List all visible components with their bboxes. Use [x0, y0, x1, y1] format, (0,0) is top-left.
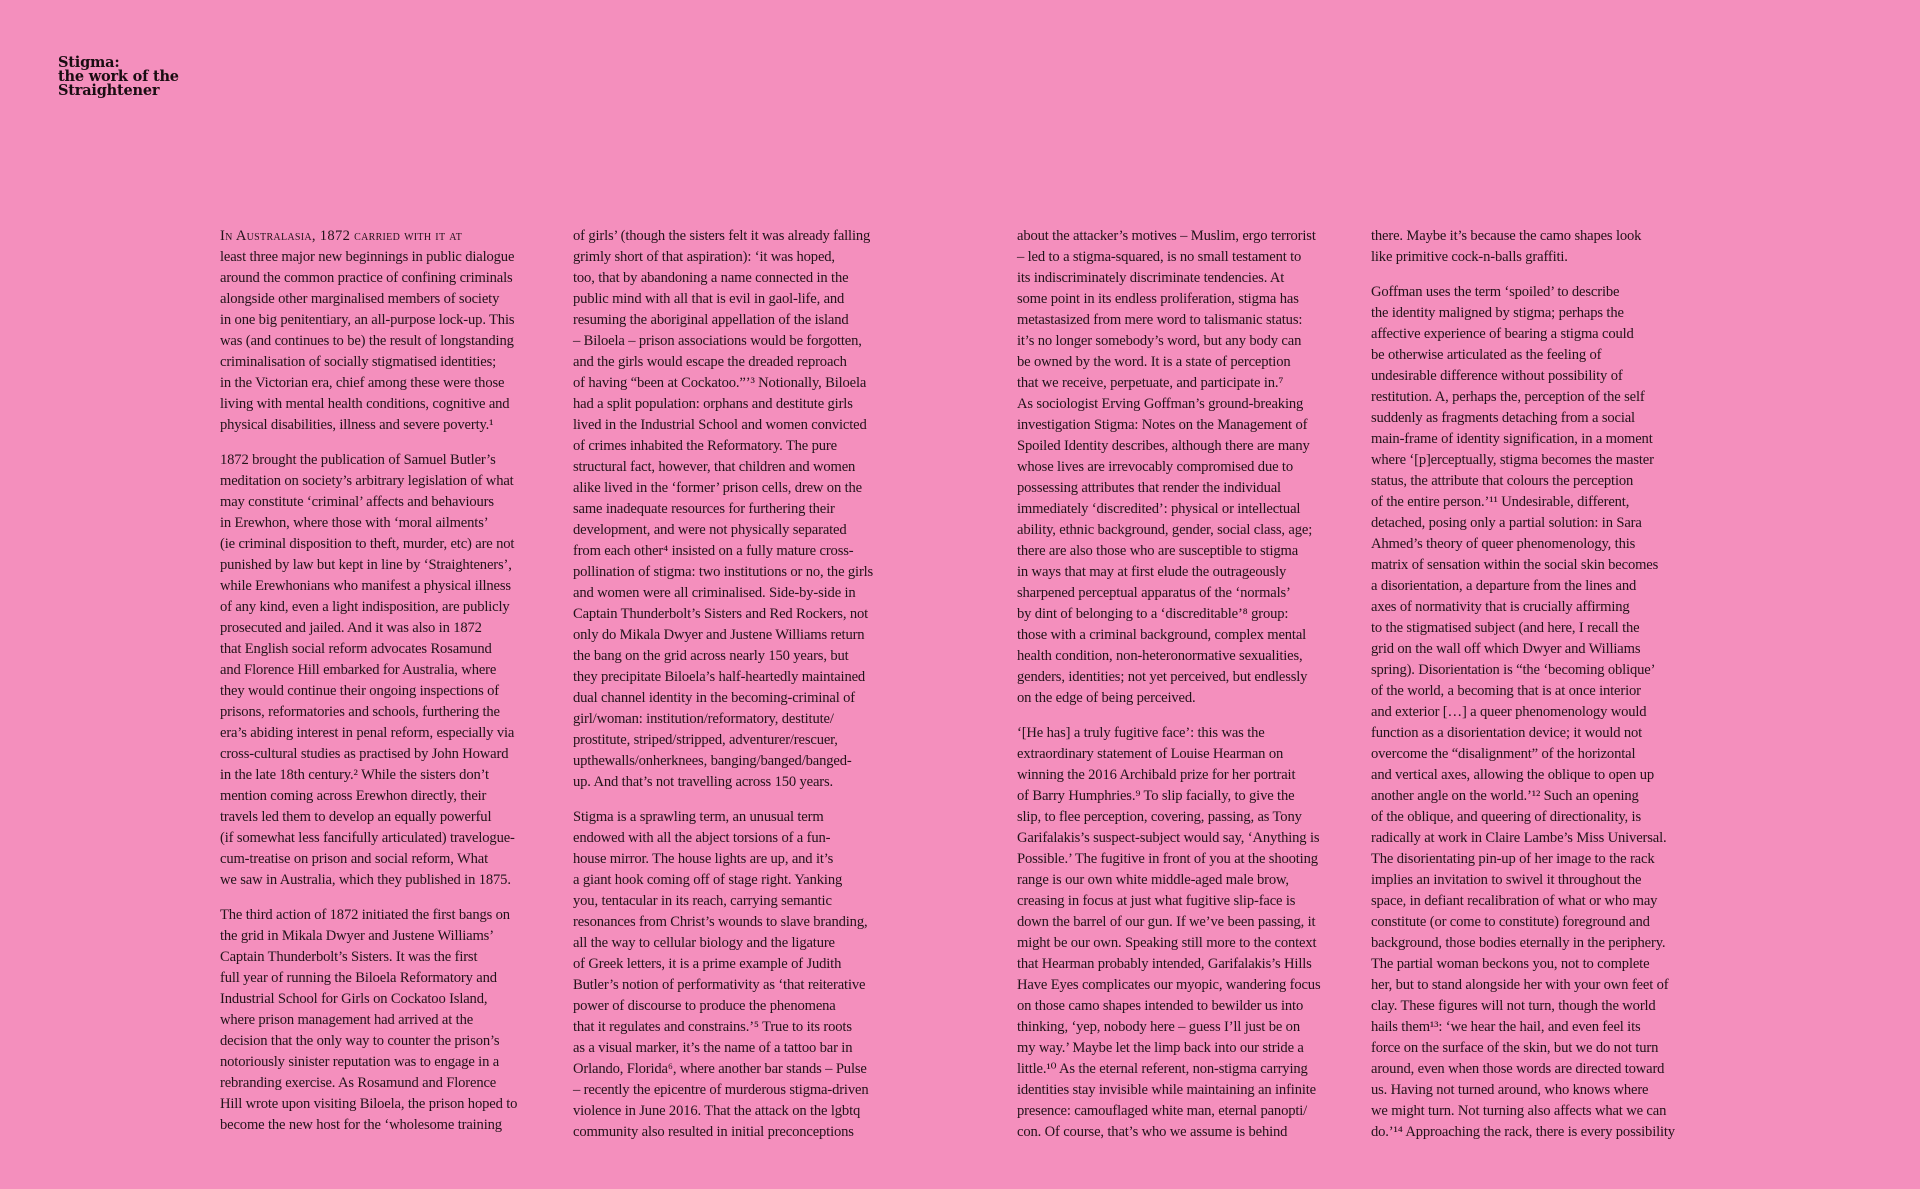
text-column-1 — [220, 226, 556, 1136]
text-column-3 — [1017, 226, 1353, 1143]
paragraph-lead-in: In Australasia, 1872 carried with it at — [220, 228, 463, 244]
paragraph: The third action of 1872 initiated the first bangs on the grid in Mikala Dwyer and Justene Williams’ Captain Thunderbolt’s Sisters. It was the first full year of running the Biloela Reformatory and Industrial School for Girls on Cockatoo Island, where prison management had arrived at the decision that the only way to counter the prison’s notoriously sinister reputation was to engage in a rebranding exercise. As Rosamund and Florence Hill wrote upon visiting Biloela, the prison hoped to become the new host for the ‘wholesome training — [220, 907, 518, 1133]
running-title-line: Straightener — [58, 82, 160, 99]
paragraph-text: least three major new beginnings in public dialogue around the common practice of confining criminals alongside other marginalised members of society in one big penitentiary, an all-purpose lock-up. This was (and continues to be) the result of longstanding criminalisation of socially stigmatised identities; in the Victorian era, chief among these were those living with mental health conditions, cognitive and physical disabilities, illness and severe poverty.¹ — [220, 249, 515, 433]
paragraph: Goffman uses the term ‘spoiled’ to describe the identity maligned by stigma; perhaps the affective experience of bearing a stigma could be otherwise articulated as the feeling of undesirable difference without possibility of restitution. A, perhaps the, perception of the self suddenly as fragments detaching from a social main-frame of identity signification, in a moment where ‘[p]erceptually, stigma becomes the master status, the attribute that colours the perception of the entire person.’¹¹ Undesirable, different, detached, posing only a partial solution: in Sara Ahmed’s theory of queer phenomenology, this matrix of sensation within the social skin becomes a disorientation, a departure from the lines and axes of normativity that is crucially affirming to the stigmatised subject (and here, I recall the grid on the wall off which Dwyer and Williams spring). Disorientation is “the ‘becoming oblique’ of the world, a becoming that is at once interior and exterior […] a queer phenomenology would function as a disorientation device; it would not overcome the “disalignment” of the horizontal and vertical axes, allowing the oblique to open up another angle on the world.’¹² Such an opening of the oblique, and queering of directionality, is radically at work in Claire Lambe’s Miss Universal. The disorientating pin-up of her image to the rack implies an invitation to swivel it throughout the space, in defiant recalibration of what or who may constitute (or come to constitute) foreground and background, those bodies eternally in the periphery. The partial woman beckons you, not to complete her, but to stand alongside her with your own feet of clay. These figures will not turn, though the world hails them¹³: ‘we hear the hail, and even feel its force on the surface of the skin, but we do not turn around, even when those words are directed toward us. Having not turned around, who knows where we might turn. Not turning also affects what we can do.’¹⁴ Approaching the rack, there is every possibility — [1371, 284, 1675, 1140]
paragraph: Stigma is a sprawling term, an unusual term endowed with all the abject torsions of a fun- house mirror. The house lights are up, and it’s a giant hook coming off of stage right. Yanking you, tentacular in its reach, carrying semantic resonances from Christ’s wounds to slave branding, all the way to cellular biology and the ligature of Greek letters, it is a prime example of Judith Butler’s notion of performativity as ‘that reiterative power of discourse to produce the phenomena that it regulates and constrains.’⁵ True to its roots as a visual marker, it’s the name of a tattoo bar in Orlando, Florida⁶, where another bar stands – Pulse – recently the epicentre of murderous stigma-driven violence in June 2016. That the attack on the lgbtq community also resulted in initial preconceptions — [573, 809, 869, 1140]
running-title — [58, 56, 179, 98]
paragraph: of girls’ (though the sisters felt it was already falling grimly short of that aspiration): ‘it was hoped, too, that by abandoning a name connected in the public mind with all that is evil in gaol-life, and resuming the aboriginal appellation of the island – Biloela – prison associations would be forgotten, and the girls would escape the dreaded reproach of having “been at Cockatoo.”’³ Notionally, Biloela had a split population: orphans and destitute girls lived in the Industrial School and women convicted of crimes inhabited the Reformatory. The pure structural fact, however, that children and women alike lived in the ‘former’ prison cells, drew on the same inadequate resources for furthering their development, and were not physically separated from each other⁴ insisted on a fully mature cross- pollination of stigma: two institutions or no, the girls and women were all criminalised. Side-by-side in Captain Thunderbolt’s Sisters and Red Rockers, not only do Mikala Dwyer and Justene Williams return the bang on the grid across nearly 150 years, but they precipitate Biloela’s half-heartedly maintained dual channel identity in the becoming-criminal of girl/woman: institution/reformatory, destitute/ prostitute, striped/stripped, adventurer/rescuer, upthewalls/onherknees, banging/banged/banged- up. And that’s not travelling across 150 years. — [573, 228, 874, 790]
paragraph: 1872 brought the publication of Samuel Butler’s meditation on society’s arbitrary legislation of what may constitute ‘criminal’ affects and behaviours in Erewhon, where those with ‘moral ailments’ (ie criminal disposition to theft, murder, etc) are not punished by law but kept in line by ‘Straighteners’, while Erewhonians who manifest a physical illness of any kind, even a light indisposition, are publicly prosecuted and jailed. And it was also in 1872 that English social reform advocates Rosamund and Florence Hill embarked for Australia, where they would continue their ongoing inspections of prisons, reformatories and schools, furthering the era’s abiding interest in penal reform, especially via cross-cultural studies as practised by John Howard in the late 18th century.² While the sisters don’t mention coming across Erewhon directly, their travels led them to develop an equally powerful (if somewhat less fancifully articulated) travelogue- cum-treatise on prison and social reform, What we saw in Australia, which they published in 1875. — [220, 452, 515, 888]
paragraph: about the attacker’s motives – Muslim, ergo terrorist – led to a stigma-squared, is no small testament to its indiscriminately discriminate tendencies. At some point in its endless proliferation, stigma has metastasized from mere word to talismanic status: it’s no longer somebody’s word, but any body can be owned by the word. It is a state of perception that we receive, perpetuate, and participate in.⁷ As sociologist Erving Goffman’s ground-breaking investigation Stigma: Notes on the Management of Spoiled Identity describes, although there are many whose lives are irrevocably compromised due to possessing attributes that render the individual immediately ‘discredited’: physical or intellectual ability, ethnic background, gender, social class, age; there are also those who are susceptible to stigma in ways that may at first elude the outrageously sharpened perceptual apparatus of the ‘normals’ by dint of belonging to a ‘discreditable’⁸ group: those with a criminal background, complex mental health condition, non-heteronormative sexualities, genders, identities; not yet perceived, but endlessly on the edge of being perceived. — [1017, 228, 1316, 706]
running-title-line: Stigma: — [58, 54, 120, 71]
running-title-line: the work of the — [58, 68, 179, 85]
paragraph: there. Maybe it’s because the camo shapes look like primitive cock-n-balls graffiti. — [1371, 228, 1642, 265]
paragraph — [220, 226, 556, 436]
text-column-2 — [573, 226, 909, 1143]
paragraph: ‘[He has] a truly fugitive face’: this was the extraordinary statement of Louise Hearman on winning the 2016 Archibald prize for her portrait of Barry Humphries.⁹ To slip facially, to give the slip, to flee perception, covering, passing, as Tony Garifalakis’s suspect-subject would say, ‘Anything is Possible.’ The fugitive in front of you at the shooting range is our own white middle-aged male brow, creasing in focus at just what fugitive slip-face is down the barrel of our gun. If we’ve been passing, it might be our own. Speaking still more to the context that Hearman probably intended, Garifalakis’s Hills Have Eyes complicates our myopic, wandering focus on those camo shapes intended to bewilder us into thinking, ‘yep, nobody here – guess I’ll just be on my way.’ Maybe let the limp back into our stride a little.¹⁰ As the eternal referent, non-stigma carrying identities stay invisible while maintaining an infinite presence: camouflaged white man, eternal panopti/ con. Of course, that’s who we assume is behind — [1017, 725, 1321, 1140]
text-column-4 — [1371, 226, 1707, 1143]
